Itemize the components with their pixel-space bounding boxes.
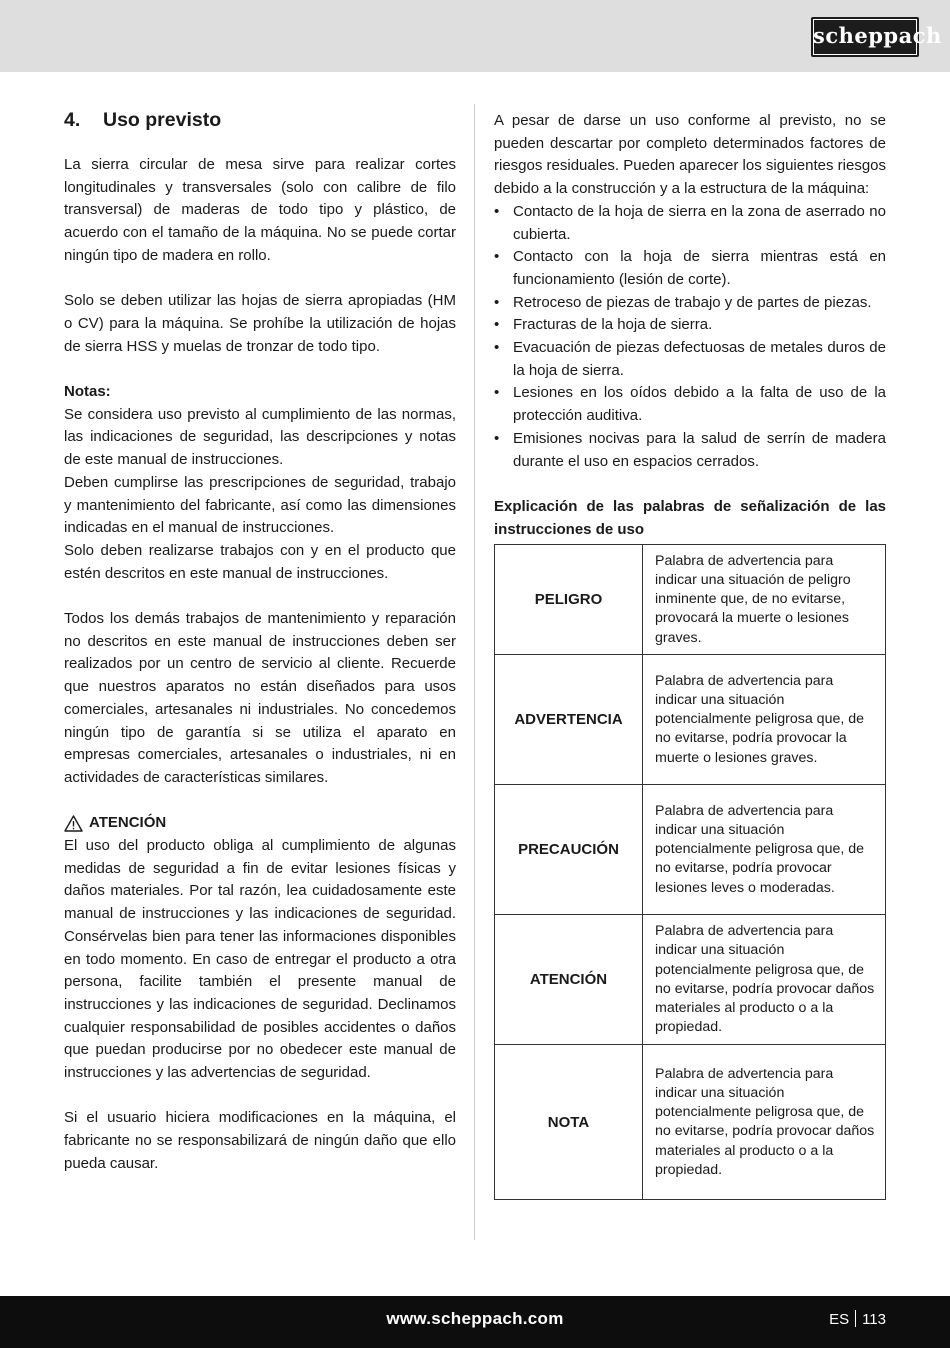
section-number: 4. [64, 109, 81, 131]
risk-list [494, 201, 886, 473]
list-item: • Evacuación de piezas defectuosas de metales duros de la hoja de sierra. [494, 337, 886, 382]
page-number: 113 [862, 1311, 886, 1328]
list-item: • Lesiones en los oídos debido a la falta de uso de la protección auditiva. [494, 382, 886, 427]
list-item: • Fracturas de la hoja de sierra. [494, 314, 886, 337]
table-row [495, 915, 886, 1045]
list-item: • Contacto con la hoja de sierra mientras está en funcionamiento (lesión de corte). [494, 246, 886, 291]
signal-table-title: Explicación de las palabras de señalización de las instrucciones de uso [494, 497, 886, 538]
signal-term: ADVERTENCIA [495, 655, 643, 785]
attention-heading [64, 812, 456, 835]
footer-website-link[interactable]: www.scheppach.com [386, 1309, 564, 1328]
signal-term: PELIGRO [495, 545, 643, 655]
column-divider [474, 104, 475, 1240]
section-heading [64, 108, 456, 132]
list-item: • Contacto de la hoja de sierra en la zona de aserrado no cubierta. [494, 201, 886, 246]
signal-word-table [494, 544, 886, 1200]
warning-triangle-icon [64, 815, 83, 832]
list-item: • Retroceso de piezas de trabajo y de partes de piezas. [494, 292, 886, 315]
attention-heading-label: ATENCIÓN [89, 814, 167, 832]
paragraph-maintenance: Todos los demás trabajos de mantenimiento y reparación no descritos en este manual de instrucciones deben ser realizados por un centro de servicio al cliente. Recuerde que nuestros aparatos no están diseñados para usos comerciales, artesanales ni industriales. No concedemos ningún tipo de garantía si se utiliza el aparato en empresas comerciales, artesanales o industriales, ni en actividades de características similares. [64, 610, 456, 786]
left-column [64, 108, 456, 1176]
table-row [495, 545, 886, 655]
section-title: Uso previsto [103, 109, 222, 131]
paragraph-blades: Solo se deben utilizar las hojas de sierra apropiadas (HM o CV) para la máquina. Se prohíbe la utilización de hojas de sierra HSS y muelas de tronzar de todo tipo. [64, 292, 456, 355]
signal-term: NOTA [495, 1045, 643, 1200]
signal-description: Palabra de advertencia para indicar una situación de peligro inminente que, de no evitarse, provocará la muerte o lesiones graves. [643, 545, 886, 655]
paragraph-modifications: Si el usuario hiciera modificaciones en la máquina, el fabricante no se responsabilizará de ningún daño que ello pueda causar. [64, 1109, 456, 1172]
signal-term: ATENCIÓN [495, 915, 643, 1045]
signal-description: Palabra de advertencia para indicar una situación potencialmente peligrosa que, de no evitarse, podría provocar daños materiales al producto o a la propiedad. [643, 915, 886, 1045]
paragraph-notes-regulations: Deben cumplirse las prescripciones de seguridad, trabajo y mantenimiento del fabricante, así como las dimensiones indicadas en el manual de instrucciones. [64, 473, 456, 537]
brand-logo-text: scheppach [813, 23, 942, 48]
signal-description: Palabra de advertencia para indicar una situación potencialmente peligrosa que, de no evitarse, podría provocar la muerte o lesiones graves. [643, 655, 886, 785]
notes-heading: Notas: [64, 383, 111, 400]
list-item: • Emisiones nocivas para la salud de serrín de madera durante el uso en espacios cerrados. [494, 428, 886, 473]
page-indicator [829, 1310, 886, 1328]
page-separator [855, 1310, 856, 1327]
table-row [495, 1045, 886, 1200]
right-column [494, 110, 886, 1200]
paragraph-attention: El uso del producto obliga al cumplimiento de algunas medidas de seguridad a fin de evitar lesiones físicas y daños materiales. Por tal razón, lea cuidadosamente este manual de instrucciones y las indicaciones de seguridad. Consérvelas bien para tener las informaciones disponibles en todo momento. En caso de entregar el producto a otra persona, facilite también el presente manual de instrucciones y las indicaciones de seguridad. Declinamos cualquier responsabilidad de posibles accidentes o daños que puedan producirse por no obedecer este manual de instrucciones y las advertencias de seguridad. [64, 837, 456, 1082]
signal-description: Palabra de advertencia para indicar una situación potencialmente peligrosa que, de no evitarse, podría provocar daños materiales al producto o a la propiedad. [643, 1045, 886, 1200]
paragraph-notes-work: Solo deben realizarse trabajos con y en el producto que estén descritos en este manual de instrucciones. [64, 541, 456, 582]
brand-logo [811, 17, 942, 57]
table-row [495, 655, 886, 785]
paragraph-residual-risks: A pesar de darse un uso conforme al previsto, no se pueden descartar por completo determinados factores de riesgos residuales. Pueden aparecer los siguientes riesgos debido a la construcción y a la estructura de la máquina: [494, 112, 886, 198]
signal-term: PRECAUCIÓN [495, 785, 643, 915]
paragraph-purpose: La sierra circular de mesa sirve para realizar cortes longitudinales y transversales (solo con calibre de filo transversal) de maderas de todo tipo y plástico, de acuerdo con el tamaño de la máquina. No se puede cortar ningún tipo de madera en rollo. [64, 156, 456, 264]
signal-description: Palabra de advertencia para indicar una situación potencialmente peligrosa que, de no evitarse, podría provocar lesiones leves o moderadas. [643, 785, 886, 915]
language-code: ES [829, 1311, 850, 1328]
paragraph-notes-standards: Se considera uso previsto al cumplimiento de las normas, las indicaciones de seguridad, las descripciones y notas de este manual de instrucciones. [64, 405, 456, 469]
footer-bar [0, 1296, 950, 1348]
header-bar [0, 0, 950, 72]
table-row [495, 785, 886, 915]
